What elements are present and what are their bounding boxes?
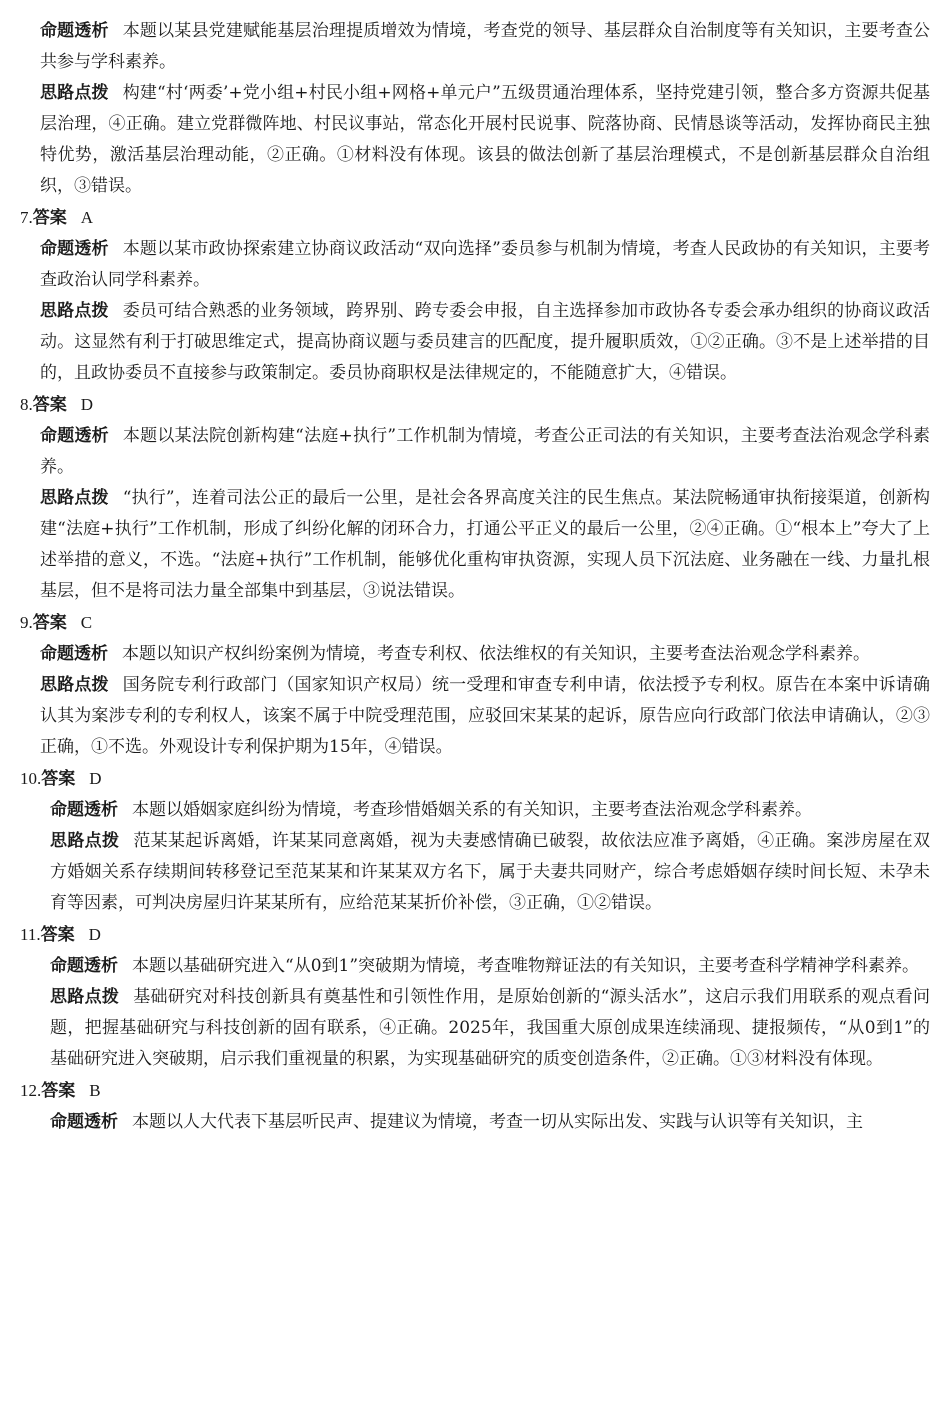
answer-line xyxy=(20,919,930,951)
analysis-paragraph xyxy=(40,951,930,982)
hint-text: 基础研究对科技创新具有奠基性和引领性作用，是原始创新的“源头活水”，这启示我们用联系的观点看问题，把握基础研究与科技创新的固有联系，④正确。2025年，我国重大原创成果连续涌现、捷报频传，“从0到1”的基础研究进入突破期，启示我们重视量的积累，为实现基础研究的质变创造条件，②正确。①③材料没有体现。 xyxy=(50,987,930,1069)
answer-block-9 xyxy=(20,607,931,763)
answer-label: 答案 xyxy=(32,208,67,228)
answer-label: 答案 xyxy=(40,925,75,945)
analysis-text: 本题以婚姻家庭纠纷为情境，考查珍惜婚姻关系的有关知识，主要考查法治观念学科素养。 xyxy=(132,800,812,820)
hint-paragraph xyxy=(40,483,930,607)
answer-line xyxy=(20,202,930,234)
question-number: 9. xyxy=(20,613,33,632)
answer-value: D xyxy=(88,925,101,944)
hint-paragraph xyxy=(40,78,930,202)
answer-block-10 xyxy=(20,763,931,919)
hint-paragraph xyxy=(40,826,930,919)
hint-text: 构建“村‘两委’+党小组+村民小组+网格+单元户”五级贯通治理体系，坚持党建引领，整合多方资源共促基层治理，④正确。建立党群微阵地、村民议事站，常态化开展村民说事、院落协商、民情恳谈等活动，发挥协商民主独特优势，激活基层治理动能，②正确。①材料没有体现。该县的做法创新了基层治理模式，不是创新基层群众自治组织，③错误。 xyxy=(40,83,931,196)
answer-value: D xyxy=(89,769,102,788)
question-number: 10. xyxy=(20,769,42,788)
answer-value: A xyxy=(80,208,94,227)
analysis-paragraph xyxy=(40,639,930,670)
analysis-paragraph xyxy=(40,1107,930,1138)
answer-block-6 xyxy=(40,16,930,202)
answer-block-11 xyxy=(20,919,930,1075)
hint-text: 国务院专利行政部门（国家知识产权局）统一受理和审查专利申请，依法授予专利权。原告在本案中诉请确认其为案涉专利的专利权人，该案不属于中院受理范围，应驳回宋某某的起诉，原告应向行政部门依法申请确认，②③正确，①不选。外观设计专利保护期为15年，④错误。 xyxy=(40,675,931,757)
hint-paragraph xyxy=(40,982,930,1075)
answer-label: 答案 xyxy=(32,613,67,633)
answer-label: 答案 xyxy=(41,769,76,789)
hint-label: 思路点拨 xyxy=(40,488,109,508)
analysis-text: 本题以某市政协探索建立协商议政活动“双向选择”委员参与机制为情境，考查人民政协的有关知识，主要考查政治认同学科素养。 xyxy=(40,239,931,290)
hint-label: 思路点拨 xyxy=(50,987,120,1007)
answer-block-12 xyxy=(20,1075,930,1138)
hint-text: 委员可结合熟悉的业务领域，跨界别、跨专委会申报，自主选择参加市政协各专委会承办组织的协商议政活动。这显然有利于打破思维定式，提高协商议题与委员建言的匹配度，提升履职质效，①②正确。③不是上述举措的目的，且政协委员不直接参与政策制定。委员协商职权是法律规定的，不能随意扩大，④错误。 xyxy=(40,301,931,383)
analysis-label: 命题透析 xyxy=(40,21,109,41)
analysis-label: 命题透析 xyxy=(40,239,109,259)
question-number: 7. xyxy=(20,208,33,227)
answer-value: D xyxy=(80,395,94,414)
answer-value: B xyxy=(89,1081,101,1100)
analysis-label: 命题透析 xyxy=(50,800,118,820)
analysis-label: 命题透析 xyxy=(50,956,118,976)
hint-label: 思路点拨 xyxy=(40,83,109,103)
question-number: 12. xyxy=(20,1081,42,1100)
answer-line xyxy=(20,1075,930,1107)
question-number: 11. xyxy=(20,925,41,944)
analysis-label: 命题透析 xyxy=(40,644,108,664)
analysis-text: 本题以知识产权纠纷案例为情境，考查专利权、依法维权的有关知识，主要考查法治观念学科素养。 xyxy=(122,644,870,664)
answer-block-7 xyxy=(20,202,931,389)
hint-paragraph xyxy=(40,670,930,763)
analysis-label: 命题透析 xyxy=(40,426,109,446)
answer-line xyxy=(20,607,930,639)
hint-text: “执行”，连着司法公正的最后一公里，是社会各界高度关注的民生焦点。某法院畅通审执衔接渠道，创新构建“法庭+执行”工作机制，形成了纠纷化解的闭环合力，打通公平正义的最后一公里，②④正确。①“根本上”夸大了上述举措的意义，不选。“法庭+执行”工作机制，能够优化重构审执资源，实现人员下沉法庭、业务融在一线、力量扎根基层，但不是将司法力量全部集中到基层，③说法错误。 xyxy=(40,488,931,601)
hint-label: 思路点拨 xyxy=(50,831,120,851)
analysis-text: 本题以人大代表下基层听民声、提建议为情境，考查一切从实际出发、实践与认识等有关知识，主 xyxy=(132,1112,863,1132)
analysis-label: 命题透析 xyxy=(50,1112,118,1132)
analysis-text: 本题以某县党建赋能基层治理提质增效为情境，考查党的领导、基层群众自治制度等有关知识，主要考查公共参与学科素养。 xyxy=(40,21,931,72)
analysis-paragraph xyxy=(40,421,930,483)
answer-line xyxy=(20,389,930,421)
question-number: 8. xyxy=(20,395,33,414)
hint-text: 范某某起诉离婚，许某某同意离婚，视为夫妻感情确已破裂，故依法应准予离婚，④正确。案涉房屋在双方婚姻关系存续期间转移登记至范某某和许某某双方名下，属于夫妻共同财产，综合考虑婚姻存续时间长短、未孕未育等因素，可判决房屋归许某某所有，应给范某某折价补偿，③正确，①②错误。 xyxy=(50,831,931,913)
answer-value: C xyxy=(80,613,93,632)
answer-block-8 xyxy=(20,389,931,607)
analysis-text: 本题以基础研究进入“从0到1”突破期为情境，考查唯物辩证法的有关知识，主要考查科学精神学科素养。 xyxy=(132,956,920,976)
answer-label: 答案 xyxy=(32,395,67,415)
hint-label: 思路点拨 xyxy=(40,675,109,695)
analysis-paragraph xyxy=(40,16,930,78)
hint-paragraph xyxy=(40,296,930,389)
analysis-paragraph xyxy=(40,795,930,826)
answer-line xyxy=(20,763,930,795)
analysis-paragraph xyxy=(40,234,930,296)
analysis-text: 本题以某法院创新构建“法庭+执行”工作机制为情境，考查公正司法的有关知识，主要考查法治观念学科素养。 xyxy=(40,426,931,477)
answer-label: 答案 xyxy=(41,1081,76,1101)
hint-label: 思路点拨 xyxy=(40,301,109,321)
